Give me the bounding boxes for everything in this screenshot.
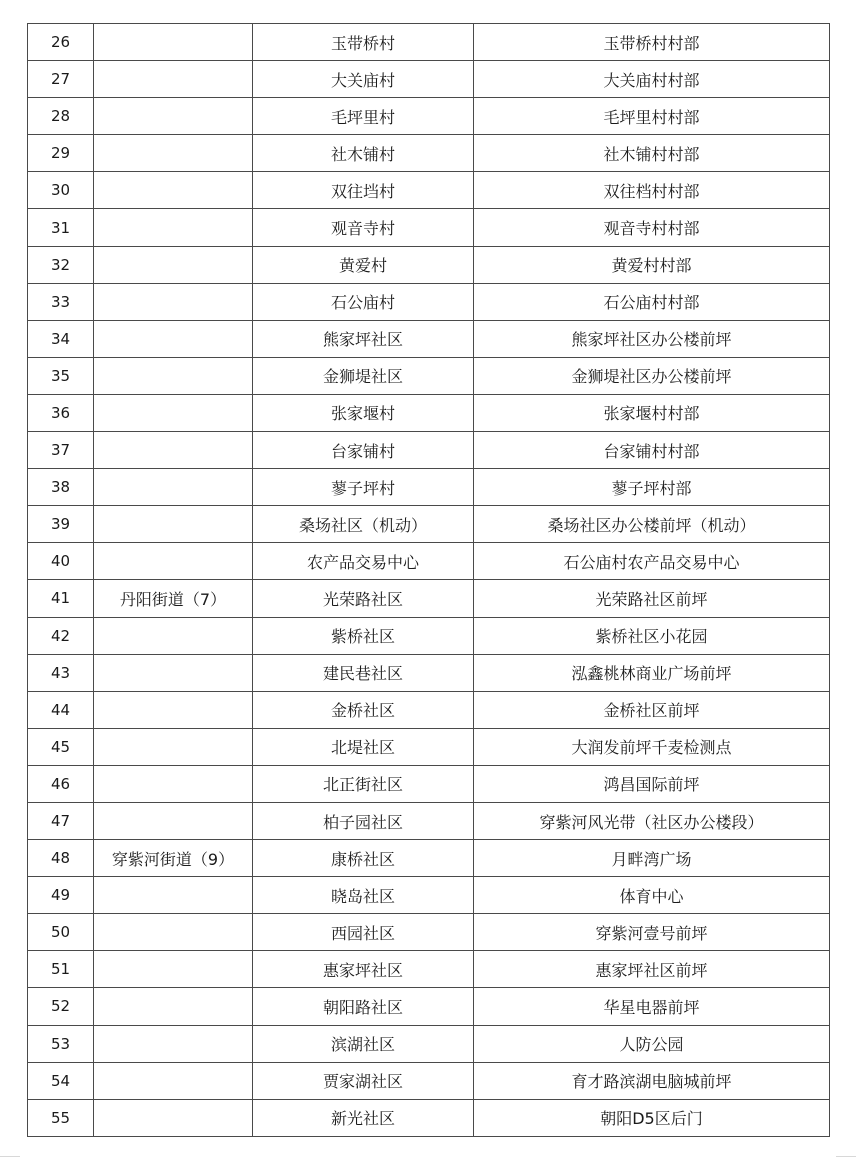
table-row: [28, 543, 830, 580]
community-cell: 新光社区: [253, 1099, 474, 1136]
site-location-cell: 双往档村村部: [474, 172, 830, 209]
sampling-sites-table: [27, 23, 830, 1137]
community-cell: 农产品交易中心: [253, 543, 474, 580]
community-cell: 熊家坪社区: [253, 320, 474, 357]
page-corner-mark-right: [836, 1156, 856, 1160]
site-location-cell: 熊家坪社区办公楼前坪: [474, 320, 830, 357]
table-body: [28, 24, 830, 1137]
row-number-cell: 40: [28, 543, 94, 580]
community-cell: 观音寺村: [253, 209, 474, 246]
district-cell: [94, 802, 253, 839]
table-row: [28, 840, 830, 877]
community-cell: 紫桥社区: [253, 617, 474, 654]
table-row: [28, 654, 830, 691]
site-location-cell: 石公庙村农产品交易中心: [474, 543, 830, 580]
community-cell: 双往垱村: [253, 172, 474, 209]
site-location-cell: 毛坪里村村部: [474, 98, 830, 135]
table-row: [28, 320, 830, 357]
community-cell: 惠家坪社区: [253, 951, 474, 988]
community-cell: 大关庙村: [253, 61, 474, 98]
community-cell: 朝阳路社区: [253, 988, 474, 1025]
community-cell: 金桥社区: [253, 691, 474, 728]
site-location-cell: 黄爱村村部: [474, 246, 830, 283]
community-cell: 建民巷社区: [253, 654, 474, 691]
site-location-cell: 观音寺村村部: [474, 209, 830, 246]
table-row: [28, 691, 830, 728]
district-cell: [94, 914, 253, 951]
site-location-cell: 紫桥社区小花园: [474, 617, 830, 654]
community-cell: 毛坪里村: [253, 98, 474, 135]
table-row: [28, 469, 830, 506]
table-row: [28, 951, 830, 988]
site-location-cell: 育才路滨湖电脑城前坪: [474, 1062, 830, 1099]
table-row: [28, 1099, 830, 1136]
row-number-cell: 51: [28, 951, 94, 988]
table-row: [28, 357, 830, 394]
table-row: [28, 728, 830, 765]
site-location-cell: 玉带桥村村部: [474, 24, 830, 61]
site-location-cell: 月畔湾广场: [474, 840, 830, 877]
row-number-cell: 55: [28, 1099, 94, 1136]
site-location-cell: 惠家坪社区前坪: [474, 951, 830, 988]
site-location-cell: 体育中心: [474, 877, 830, 914]
site-location-cell: 金狮堤社区办公楼前坪: [474, 357, 830, 394]
district-cell: [94, 469, 253, 506]
district-cell: [94, 543, 253, 580]
row-number-cell: 44: [28, 691, 94, 728]
row-number-cell: 41: [28, 580, 94, 617]
row-number-cell: 48: [28, 840, 94, 877]
community-cell: 北堤社区: [253, 728, 474, 765]
site-location-cell: 大润发前坪千麦检测点: [474, 728, 830, 765]
row-number-cell: 26: [28, 24, 94, 61]
community-cell: 晓岛社区: [253, 877, 474, 914]
row-number-cell: 43: [28, 654, 94, 691]
row-number-cell: 45: [28, 728, 94, 765]
site-location-cell: 金桥社区前坪: [474, 691, 830, 728]
table-row: [28, 914, 830, 951]
district-cell: [94, 951, 253, 988]
table-row: [28, 617, 830, 654]
row-number-cell: 31: [28, 209, 94, 246]
row-number-cell: 50: [28, 914, 94, 951]
district-cell: [94, 357, 253, 394]
district-cell: 穿紫河街道（9）: [94, 840, 253, 877]
district-cell: [94, 654, 253, 691]
community-cell: 光荣路社区: [253, 580, 474, 617]
district-cell: [94, 394, 253, 431]
table-row: [28, 283, 830, 320]
community-cell: 台家铺村: [253, 432, 474, 469]
district-cell: [94, 1062, 253, 1099]
site-location-cell: 张家堰村村部: [474, 394, 830, 431]
community-cell: 桑场社区（机动）: [253, 506, 474, 543]
site-location-cell: 泓鑫桃林商业广场前坪: [474, 654, 830, 691]
community-cell: 石公庙村: [253, 283, 474, 320]
row-number-cell: 29: [28, 135, 94, 172]
site-location-cell: 社木铺村村部: [474, 135, 830, 172]
table-row: [28, 24, 830, 61]
row-number-cell: 49: [28, 877, 94, 914]
site-location-cell: 桑场社区办公楼前坪（机动）: [474, 506, 830, 543]
community-cell: 柏子园社区: [253, 802, 474, 839]
district-cell: [94, 765, 253, 802]
row-number-cell: 28: [28, 98, 94, 135]
row-number-cell: 27: [28, 61, 94, 98]
community-cell: 社木铺村: [253, 135, 474, 172]
site-location-cell: 穿紫河壹号前坪: [474, 914, 830, 951]
district-cell: 丹阳街道（7）: [94, 580, 253, 617]
district-cell: [94, 728, 253, 765]
community-cell: 康桥社区: [253, 840, 474, 877]
district-cell: [94, 61, 253, 98]
district-cell: [94, 98, 253, 135]
row-number-cell: 52: [28, 988, 94, 1025]
row-number-cell: 36: [28, 394, 94, 431]
community-cell: 北正街社区: [253, 765, 474, 802]
table-row: [28, 61, 830, 98]
row-number-cell: 35: [28, 357, 94, 394]
district-cell: [94, 24, 253, 61]
table-row: [28, 172, 830, 209]
district-cell: [94, 135, 253, 172]
table-row: [28, 1062, 830, 1099]
site-location-cell: 蓼子坪村部: [474, 469, 830, 506]
district-cell: [94, 617, 253, 654]
site-location-cell: 人防公园: [474, 1025, 830, 1062]
row-number-cell: 37: [28, 432, 94, 469]
row-number-cell: 30: [28, 172, 94, 209]
table-row: [28, 802, 830, 839]
page-corner-mark-left: [0, 1156, 20, 1160]
row-number-cell: 33: [28, 283, 94, 320]
community-cell: 西园社区: [253, 914, 474, 951]
district-cell: [94, 988, 253, 1025]
site-location-cell: 华星电器前坪: [474, 988, 830, 1025]
site-location-cell: 穿紫河风光带（社区办公楼段）: [474, 802, 830, 839]
district-cell: [94, 283, 253, 320]
community-cell: 蓼子坪村: [253, 469, 474, 506]
community-cell: 张家堰村: [253, 394, 474, 431]
table-row: [28, 506, 830, 543]
site-location-cell: 大关庙村村部: [474, 61, 830, 98]
row-number-cell: 34: [28, 320, 94, 357]
row-number-cell: 42: [28, 617, 94, 654]
site-location-cell: 台家铺村村部: [474, 432, 830, 469]
site-location-cell: 光荣路社区前坪: [474, 580, 830, 617]
row-number-cell: 53: [28, 1025, 94, 1062]
table-row: [28, 432, 830, 469]
table-row: [28, 580, 830, 617]
district-cell: [94, 246, 253, 283]
community-cell: 玉带桥村: [253, 24, 474, 61]
table-row: [28, 135, 830, 172]
table-row: [28, 765, 830, 802]
community-cell: 滨湖社区: [253, 1025, 474, 1062]
site-location-cell: 朝阳D5区后门: [474, 1099, 830, 1136]
site-location-cell: 鸿昌国际前坪: [474, 765, 830, 802]
district-cell: [94, 1099, 253, 1136]
row-number-cell: 38: [28, 469, 94, 506]
community-cell: 贾家湖社区: [253, 1062, 474, 1099]
district-cell: [94, 691, 253, 728]
table-row: [28, 394, 830, 431]
district-cell: [94, 172, 253, 209]
table-row: [28, 209, 830, 246]
district-cell: [94, 506, 253, 543]
district-cell: [94, 1025, 253, 1062]
table-row: [28, 988, 830, 1025]
community-cell: 金狮堤社区: [253, 357, 474, 394]
row-number-cell: 39: [28, 506, 94, 543]
district-cell: [94, 432, 253, 469]
row-number-cell: 47: [28, 802, 94, 839]
table-row: [28, 1025, 830, 1062]
community-cell: 黄爱村: [253, 246, 474, 283]
district-cell: [94, 877, 253, 914]
table-row: [28, 98, 830, 135]
row-number-cell: 54: [28, 1062, 94, 1099]
table-row: [28, 877, 830, 914]
row-number-cell: 32: [28, 246, 94, 283]
row-number-cell: 46: [28, 765, 94, 802]
district-cell: [94, 320, 253, 357]
district-cell: [94, 209, 253, 246]
site-location-cell: 石公庙村村部: [474, 283, 830, 320]
table-row: [28, 246, 830, 283]
